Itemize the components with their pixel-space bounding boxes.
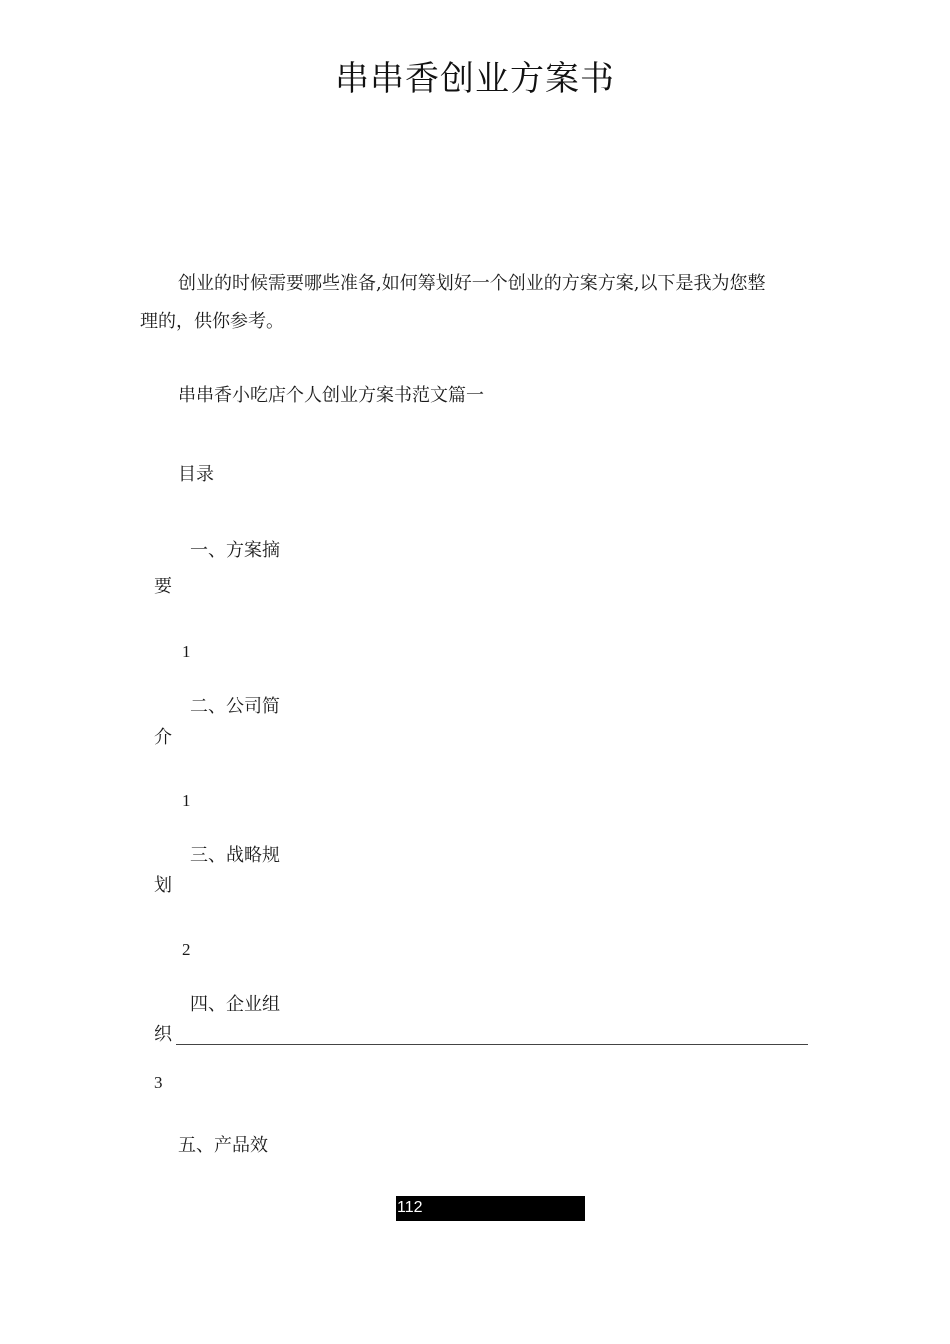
toc-item-5-title: 五、产品效 (178, 1135, 268, 1156)
page-number-box (396, 1196, 585, 1221)
toc-item-1-title-wrap: 要 (154, 576, 172, 597)
document-title: 串串香创业方案书 (335, 59, 615, 99)
section-heading: 串串香小吃店个人创业方案书范文篇一 (178, 385, 484, 406)
toc-item-4-title-wrap: 织 (154, 1024, 172, 1045)
toc-item-3-title: 三、战略规 (190, 845, 280, 866)
toc-item-2-page: 1 (182, 791, 191, 810)
toc-item-2-title-wrap: 介 (154, 727, 172, 748)
toc-item-1-page: 1 (182, 642, 191, 661)
page-number: 112 (397, 1199, 423, 1216)
toc-heading: 目录 (178, 464, 214, 485)
toc-item-2-title: 二、公司简 (190, 696, 280, 717)
toc-item-3-page: 2 (182, 940, 191, 959)
toc-leader-line (176, 1044, 808, 1045)
toc-item-1-title: 一、方案摘 (190, 540, 280, 561)
toc-item-3-title-wrap: 划 (154, 875, 172, 896)
intro-line-2: 理的，供你参考。 (140, 311, 284, 332)
intro-line-1: 创业的时候需要哪些准备,如何筹划好一个创业的方案方案,以下是我为您整 (178, 273, 766, 294)
toc-item-4-page: 3 (154, 1073, 163, 1092)
toc-item-4-title: 四、企业组 (190, 994, 280, 1015)
